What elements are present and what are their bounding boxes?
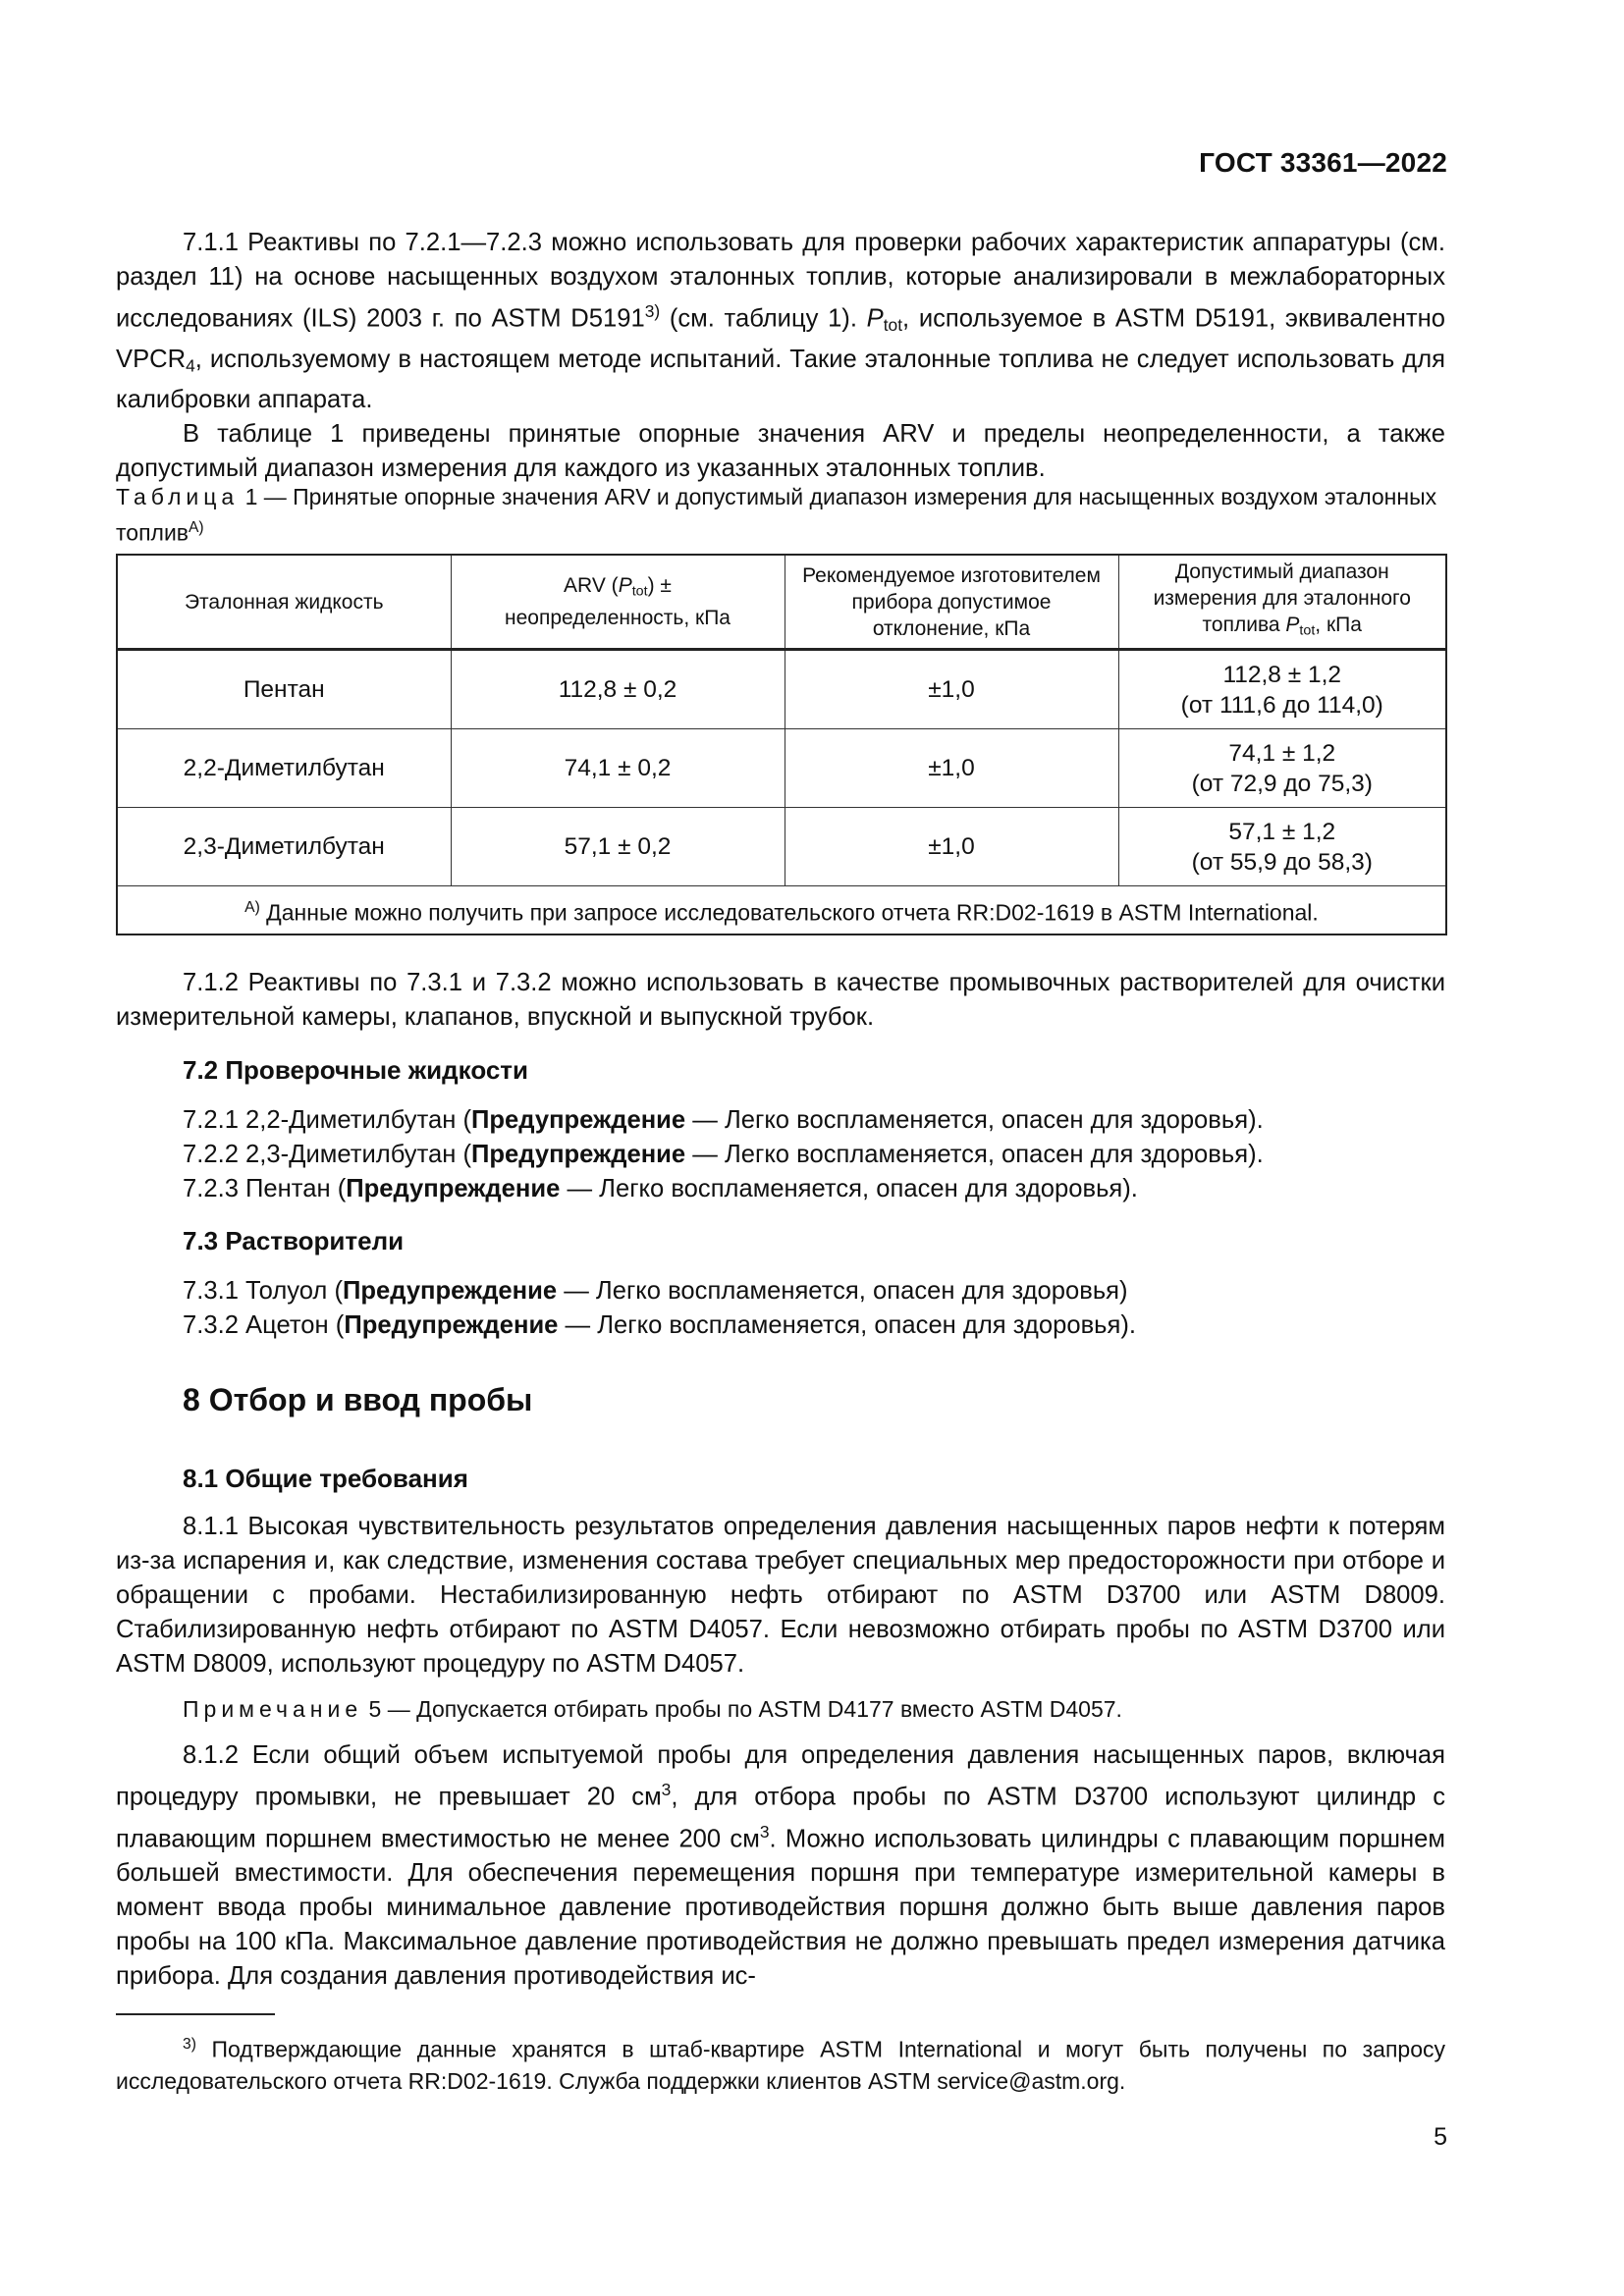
list-item: 7.3.1 Толуол (Предупреждение — Легко воспламеняется, опасен для здоровья) (183, 1277, 1128, 1305)
paragraph-text: , используемому в настоящем методе испытаний. Такие эталонные топлива не следует использовать для калибровки аппарата. (116, 345, 1445, 414)
cell-arv: 74,1 ± 0,2 (451, 729, 785, 808)
caption-footnote-ref: A) (189, 519, 204, 536)
cell-deviation: ±1,0 (785, 808, 1118, 886)
table-header-row (117, 555, 1446, 650)
header-arv: ARV $(P_{tot})$ ± неопределенность, кПа (451, 555, 785, 650)
section-8-1-title: 8.1 Общие требования (183, 1464, 468, 1493)
paragraph-8-1-2: 8.1.2 Если общий объем испытуемой пробы для определения давления насыщенных паров, включая процедуру промывки, не превышает 20 $см^3$, для отбора пробы по ASTM D3700 используют цилиндр с плавающим поршнем вместимостью не менее 200 $см^3$. Можно использовать цилиндры с плавающим поршнем большей вместимости. Для обеспечения перемещения поршня при температуре измерительной камеры в момент ввода пробы минимальное давление противодействия поршня должно быть выше давления паров пробы на 100 кПа. Максимальное давление противодействия не должно превышать предел измерения датчика прибора. Для создания давления противодействия ис- (116, 1741, 1445, 1991)
document-id: ГОСТ 33361—2022 (1199, 147, 1447, 178)
list-item: 7.2.1 2,2-Диметилбутан (Предупреждение — Легко воспламеняется, опасен для здоровья). (183, 1106, 1264, 1134)
cell-arv: 57,1 ± 0,2 (451, 808, 785, 886)
cell-liquid: 2,3-Диметилбутан (117, 808, 451, 886)
header-range: Допустимый диапазон измерения для эталонного топлива $P_{tot}$, кПа (1118, 555, 1446, 650)
cell-range: 74,1 ± 1,2 (от 72,9 до 75,3) (1118, 729, 1446, 808)
header-liquid: Эталонная жидкость (117, 555, 451, 650)
table-1 (116, 554, 1447, 935)
section-7-2-title: 7.2 Проверочные жидкости (183, 1055, 529, 1085)
table-caption (116, 481, 1445, 549)
table-footnote: $^{A)}$ Данные можно получить при запросе исследовательского отчета RR:D02-1619 в ASTM International. (117, 886, 1446, 935)
subscript-4: 4 (186, 355, 195, 376)
list-item: 7.3.2 Ацетон (Предупреждение — Легко воспламеняется, опасен для здоровья). (183, 1311, 1136, 1339)
caption-text: 1 — Принятые опорные значения ARV и допустимый диапазон измерения для насыщенных воздухом эталонных топлив (116, 484, 1437, 546)
paragraph-text: , используемое в ASTM D5191, эквивалентно VPCR (116, 304, 1445, 373)
paragraph-7-1-2: 7.1.2 Реактивы по 7.3.1 и 7.3.2 можно использовать в качестве промывочных растворителей для очистки измерительной камеры, клапанов, впускной и выпускной трубок. (116, 969, 1445, 1031)
table-1-wrapper (116, 554, 1445, 935)
table-row (117, 729, 1446, 808)
section-7-3-title: 7.3 Растворители (183, 1226, 405, 1255)
paragraph-text: 7.1.1 Реактивы по 7.2.1—7.2.3 можно использовать для проверки рабочих характеристик аппаратуры (см. раздел 11) на основе насыщенных воздухом эталонных топлив, которые анализировали в межлабораторных исследованиях (ILS) 2003 г. по ASTM D5191 (116, 229, 1445, 333)
section-8 (116, 1379, 1445, 1420)
note-5: Примечание 5 — Допускается отбирать пробы по ASTM D4177 вместо ASTM D4057. (183, 1696, 1122, 1722)
cell-range: 112,8 ± 1,2 (от 111,6 до 114,0) (1118, 650, 1446, 729)
cell-liquid: 2,2-Диметилбутан (117, 729, 451, 808)
section-7-3 (116, 1224, 1445, 1343)
section-8-title: 8 Отбор и ввод пробы (183, 1382, 533, 1417)
list-item: 7.2.3 Пентан (Предупреждение — Легко воспламеняется, опасен для здоровья). (183, 1175, 1138, 1202)
list-item: 7.2.2 2,3-Диметилбутан (Предупреждение — Легко воспламеняется, опасен для здоровья). (183, 1141, 1264, 1168)
cell-range: 57,1 ± 1,2 (от 55,9 до 58,3) (1118, 808, 1446, 886)
table-footnote-row (117, 886, 1446, 935)
header-deviation: Рекомендуемое изготовителем прибора допустимое отклонение, кПа (785, 555, 1118, 650)
footnote-ref: 3) (644, 301, 661, 321)
cell-deviation: ±1,0 (785, 650, 1118, 729)
paragraph-7-1-1 (116, 226, 1445, 486)
subscript-tot: tot (883, 314, 903, 335)
symbol-p: P (866, 304, 884, 333)
page-number: 5 (1434, 2123, 1447, 2151)
table-row (117, 808, 1446, 886)
paragraph-8-1-1: 8.1.1 Высокая чувствительность результатов определения давления насыщенных паров нефти к потерям из-за испарения и, как следствие, изменения состава требует специальных мер предосторожности при отборе и обращении с пробами. Нестабилизированную нефть отбирают по ASTM D3700 или ASTM D8009. Стабилизированную нефть отбирают по ASTM D4057. Если невозможно отбирать пробы по ASTM D3700 или ASTM D8009, используют процедуру по ASTM D4057. (116, 1513, 1445, 1678)
cell-liquid: Пентан (117, 650, 451, 729)
footnote-separator (116, 2013, 275, 2015)
cell-arv: 112,8 ± 0,2 (451, 650, 785, 729)
section-7-2 (116, 1053, 1445, 1206)
cell-deviation: ±1,0 (785, 729, 1118, 808)
paragraph-7-1-2-wrapper (116, 966, 1445, 1035)
table-row (117, 650, 1446, 729)
caption-label: Таблица (116, 484, 240, 509)
paragraph-table-intro: В таблице 1 приведены принятые опорные значения ARV и пределы неопределенности, а также допустимый диапазон измерения для каждого из указанных эталонных топлив. (116, 420, 1445, 483)
section-8-1 (116, 1462, 1445, 1994)
paragraph-text: (см. таблицу 1). (660, 304, 867, 333)
footnote-3: $^{3)}$ Подтверждающие данные хранятся в штаб-квартире ASTM International и могут быть получены по запросу исследовательского отчета RR:D02-1619. Служба поддержки клиентов ASTM service@astm.org. (116, 2036, 1445, 2094)
